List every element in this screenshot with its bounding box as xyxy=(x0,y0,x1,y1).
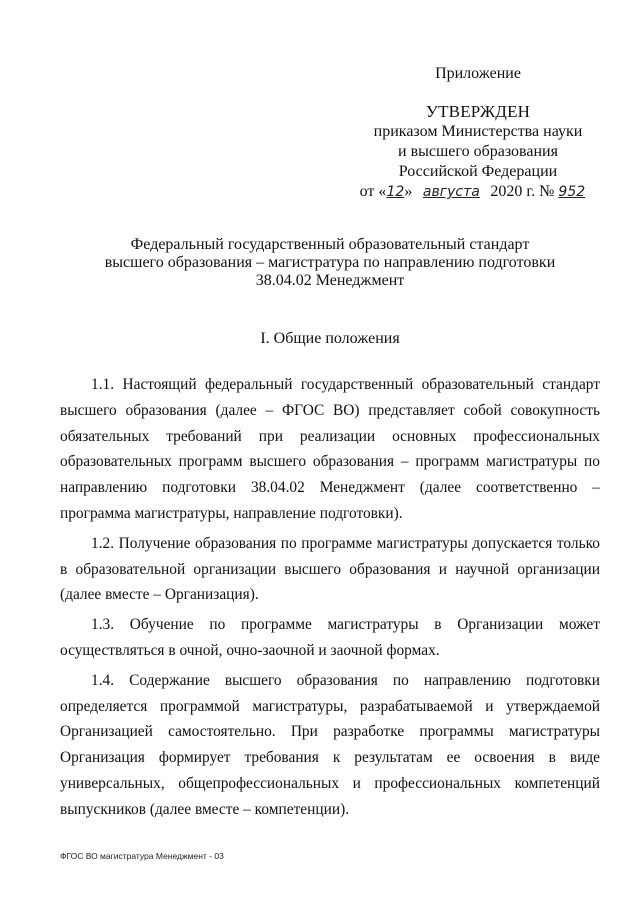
document-body xyxy=(60,372,600,827)
year-text: 2020 г. № xyxy=(490,183,555,200)
handwritten-order-number: 952 xyxy=(558,184,586,200)
annex-label: Приложение xyxy=(435,65,521,82)
header-line-3: 38.04.02 Менеджмент xyxy=(255,272,405,289)
approved-title: УТВЕРЖДЕН xyxy=(425,102,531,121)
date-prefix: от « xyxy=(359,183,387,200)
approval-line-1: приказом Министерства науки xyxy=(373,123,583,140)
paragraph-1-3: 1.3. Обучение по программе магистратуры в Организации может осуществляться в очной, очно-заочной и заочной формах. xyxy=(60,616,600,659)
page-footer: ФГОС ВО магистратура Менеджмент - 03 xyxy=(60,851,224,861)
paragraph-1-4: 1.4. Содержание высшего образования по направлению подготовки определяется программой магистратуры, разрабатываемой и утверждаемой Организацией самостоятельно. При разработке программы магистратуры Организация формирует требования к результатам ее освоения в виде универсальных, общепрофессиональных и профессиональных компетенций выпускников (далее вместе – компетенции). xyxy=(60,671,600,818)
section-title: I. Общие положения xyxy=(260,330,400,347)
header-line-2: высшего образования – магистратура по направлению подготовки xyxy=(104,254,556,271)
approval-block xyxy=(358,64,598,202)
header-line-1: Федеральный государственный образовательный стандарт xyxy=(130,236,530,253)
order-date-line xyxy=(348,182,598,202)
handwritten-day: 12 xyxy=(386,184,405,200)
approval-line-3: Российской Федерации xyxy=(398,163,558,180)
approval-line-2: и высшего образования xyxy=(398,143,558,160)
document-header xyxy=(80,236,580,290)
date-mid: » xyxy=(404,183,413,200)
paragraph-1-2: 1.2. Получение образования по программе магистратуры допускается только в образовательной организации высшего образования и научной организации (далее вместе – Организация). xyxy=(60,534,600,604)
paragraph-1-1: 1.1. Настоящий федеральный государственный образовательный стандарт высшего образования (далее – ФГОС ВО) представляет собой совокупность обязательных требований при реализации основных профессиональных образовательных программ высшего образования – программ магистратуры по направлению подготовки 38.04.02 Менеджмент (далее соответственно – программа магистратуры, направление подготовки). xyxy=(60,376,600,522)
handwritten-month: августа xyxy=(422,184,480,200)
